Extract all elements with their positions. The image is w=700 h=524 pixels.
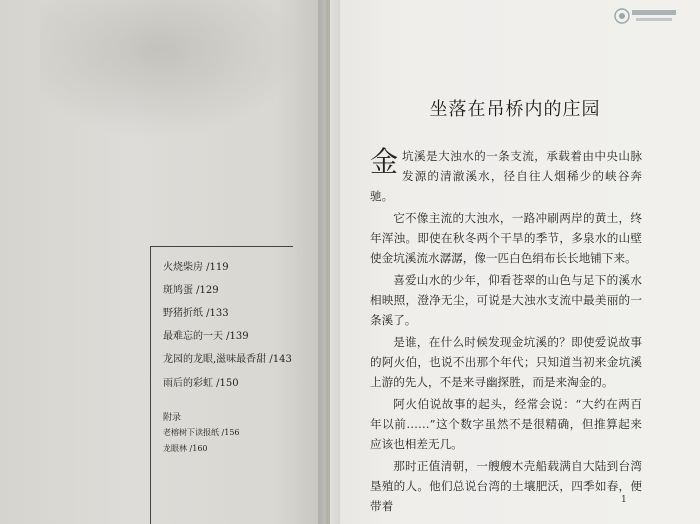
appendix-entry: 老榕树下读报纸 /156 (163, 428, 240, 437)
appendix-entry: 龙眼林 /160 (163, 444, 208, 453)
shadow-area (40, 0, 300, 140)
toc-entry: 野猪折纸 /133 (163, 308, 229, 319)
chapter-body (370, 146, 642, 518)
paragraph (370, 146, 642, 206)
publisher-logo-icon (614, 8, 630, 24)
drop-cap: 金 (370, 145, 399, 178)
toc-entry: 最难忘的一天 /139 (163, 331, 249, 342)
page-number: 1 (621, 495, 627, 505)
paragraph: 它不像主流的大浊水，一路冲刷两岸的黄土，终年浑浊。即使在秋冬两个干旱的季节，多泉水的山壁使金坑溪流水潺潺，像一匹白色绢布长长地铺下来。 (370, 211, 642, 265)
paragraph-text: 坑溪是大浊水的一条支流，承载着由中央山脉发源的清澈溪水，径自往人烟稀少的峡谷奔驰。 (370, 149, 642, 203)
publisher-wordmark (632, 8, 678, 24)
table-of-contents (150, 246, 317, 524)
paragraph: 是谁，在什么时候发现金坑溪的？即使爱说故事的阿火伯，也说不出那个年代；只知道当初来金坑溪上游的先人，不是来寻幽探胜，而是来淘金的。 (370, 335, 642, 389)
toc-entry: 火烧柴房 /119 (163, 262, 229, 273)
publisher-logo (614, 6, 680, 28)
paragraph: 阿火伯说故事的起头，经常会说：“大约在两百年以前……”这个数字虽然不是很精确，但推算起来应该也相差无几。 (370, 397, 642, 451)
toc-entry: 雨后的彩虹 /150 (163, 378, 239, 389)
paragraph: 那时正值清朝，一艘艘木壳船载满自大陆到台湾垦殖的人。他们总说台湾的土壤肥沃，四季如春，便带着 (370, 459, 642, 513)
toc-entry: 龙园的龙眼,滋味最香甜 /143 (163, 354, 292, 365)
toc-entry: 斑鸠蛋 /129 (163, 285, 219, 296)
appendix-title: 附录 (163, 413, 182, 423)
chapter-title: 坐落在吊桥内的庄园 (429, 99, 601, 120)
toc-rule (151, 246, 293, 247)
book-gutter (318, 0, 340, 524)
paragraph: 喜爱山水的少年，仰看苍翠的山色与足下的溪水相映照，澄净无尘，可说是大浊水支流中最美丽的一条溪了。 (370, 273, 642, 327)
left-page (0, 0, 326, 524)
